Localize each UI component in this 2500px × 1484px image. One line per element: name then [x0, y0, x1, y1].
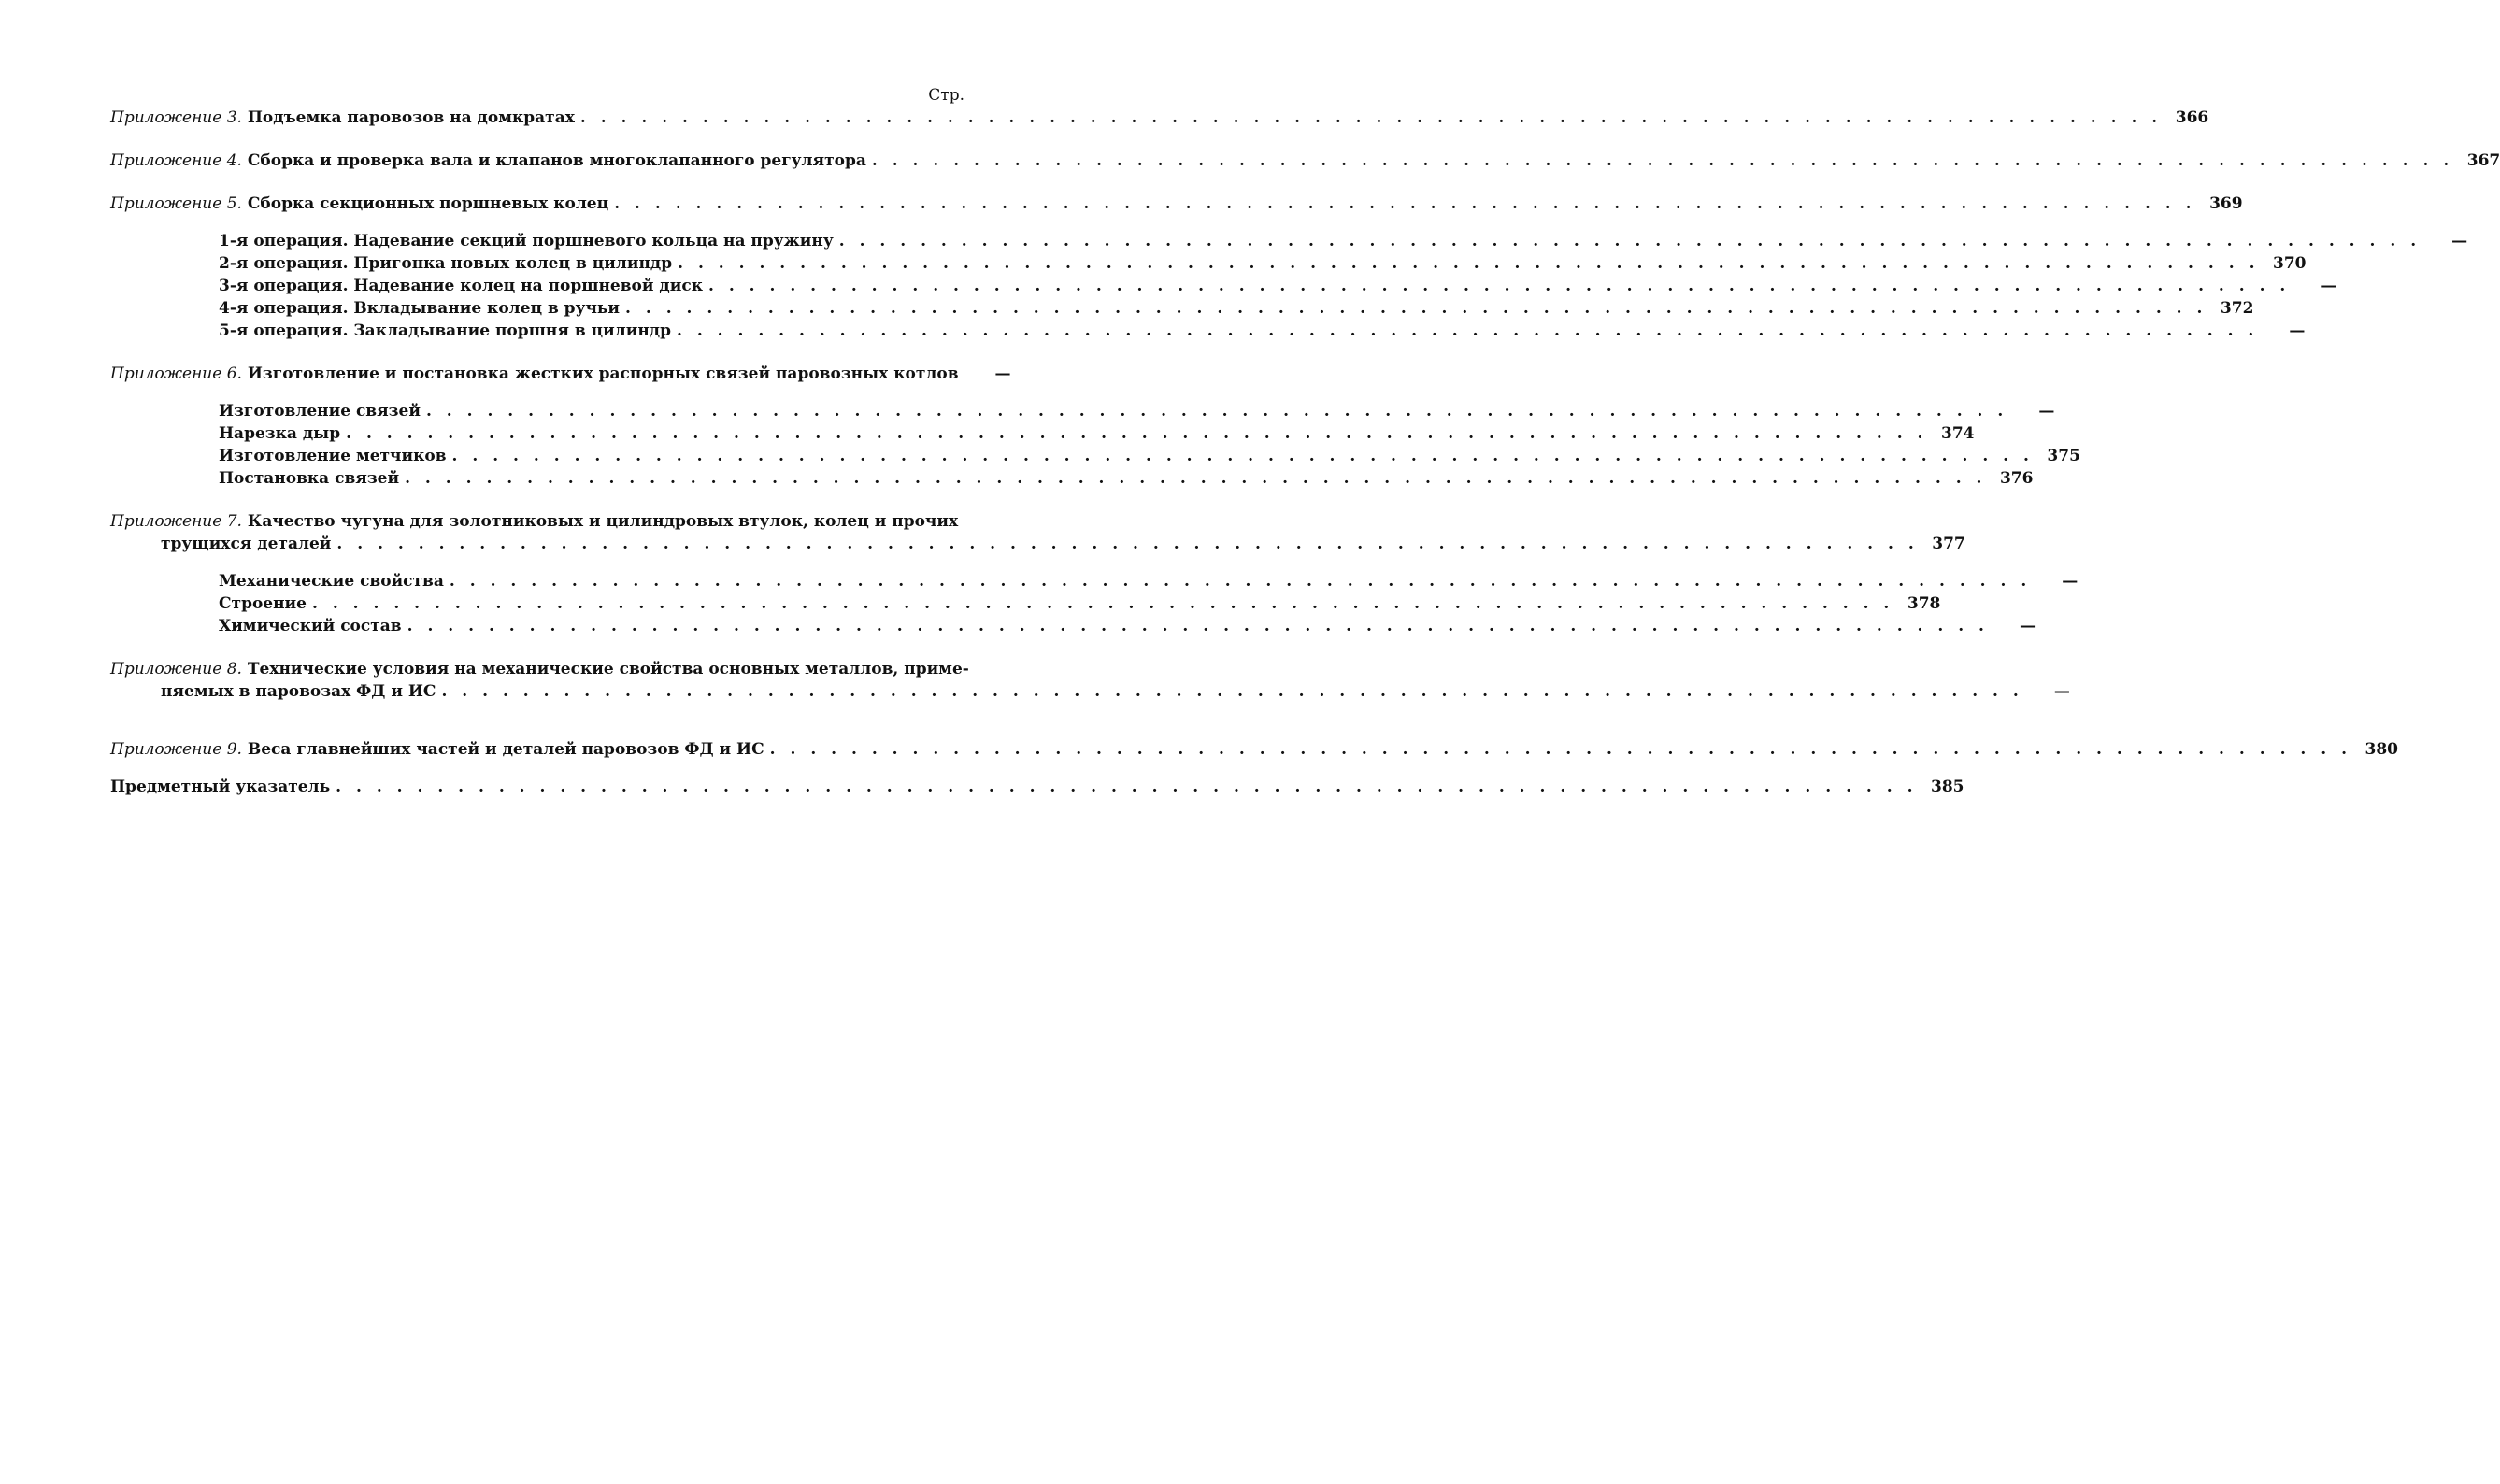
toc-entry-app4 — [110, 150, 2500, 172]
dot-leader: . . . . . . . . . . . . . . . . . . . . . . . . . . . . . . . . . . . . . . . . . . . . . . . . . . . . . . . . . . . . . . . . . . . . . . . . . . . . . . — [451, 447, 2034, 465]
page-number: — — [2451, 232, 2468, 250]
table-of-contents — [110, 86, 2500, 798]
entry-title: 5-я операция. Закладывание поршня в цилиндр — [219, 321, 671, 340]
page-number: — — [2062, 572, 2079, 591]
dot-leader: . . . . . . . . . . . . . . . . . . . . . . . . . . . . . . . . . . . . . . . . . . . . . . . . . . . . . . . . . . . . . . . . . . . . . . . . . . . . . . — [678, 254, 2260, 273]
page-number: 374 — [1940, 424, 1975, 443]
entry-title: Изготовление метчиков — [219, 447, 447, 465]
dot-leader: . . . . . . . . . . . . . . . . . . . . . . . . . . . . . . . . . . . . . . . . . . . . . . . . . . . . . . . . . . . . . . . . . . . . . . . . . . . . . . — [449, 572, 2032, 591]
dot-leader: . . . . . . . . . . . . . . . . . . . . . . . . . . . . . . . . . . . . . . . . . . . . . . . . . . . . . . . . . . . . . . . . . . . . . . . . . . . . . . — [336, 535, 1919, 553]
page-number: — — [2321, 277, 2337, 295]
appendix-label: Приложение 7. — [110, 512, 242, 531]
toc-entry-text — [110, 738, 764, 761]
toc-subentry — [110, 275, 2337, 297]
entry-title: Постановка связей — [219, 469, 400, 488]
dot-leader: . . . . . . . . . . . . . . . . . . . . . . . . . . . . . . . . . . . . . . . . . . . . . . . . . . . . . . . . . . . . . . . . . . . . . . . . . . . . . . — [707, 277, 2291, 295]
page-number: — — [2019, 617, 2036, 635]
dot-leader: . . . . . . . . . . . . . . . . . . . . . . . . . . . . . . . . . . . . . . . . . . . . . . . . . . . . . . . . . . . . . . . . . . . . . . . . . . . . . . — [441, 682, 2023, 701]
page-number: 377 — [1932, 535, 1965, 553]
dot-leader: . . . . . . . . . . . . . . . . . . . . . . . . . . . . . . . . . . . . . . . . . . . . . . . . . . . . . . . . . . . . . . . . . . . . . . . . . . . . . . — [838, 232, 2421, 250]
toc-entry-text — [110, 193, 608, 215]
page-number: 375 — [2047, 447, 2080, 465]
page-number: 380 — [2364, 740, 2399, 759]
dot-leader: . . . . . . . . . . . . . . . . . . . . . . . . . . . . . . . . . . . . . . . . . . . . . . . . . . . . . . . . . . . . . . . . . . . . . . . . . . . . . . — [614, 194, 2196, 213]
entry-title: 4-я операция. Вкладывание колец в ручьи — [219, 299, 621, 318]
entry-title: Изготовление и постановка жестких распорных связей паровозных котлов — [247, 364, 959, 383]
toc-entry-text — [110, 107, 575, 129]
entry-title: Веса главнейших частей и деталей паровозов ФД и ИС — [247, 740, 764, 759]
entry-title: Нарезка дыр — [219, 424, 341, 443]
toc-entry-app7-line2 — [110, 533, 1965, 555]
dot-leader: . . . . . . . . . . . . . . . . . . . . . . . . . . . . . . . . . . . . . . . . . . . . . . . . . . . . . . . . . . . . . . . . . . . . . . . . . . . . . . — [336, 778, 1918, 796]
page-column-label: Стр. — [928, 86, 964, 105]
entry-title: Подъемка паровозов на домкратах — [247, 108, 575, 127]
dot-leader: . . . . . . . . . . . . . . . . . . . . . . . . . . . . . . . . . . . . . . . . . . . . . . . . . . . . . . . . . . . . . . . . . . . . . . . . . . . . . . — [625, 299, 2207, 318]
page-number: — — [994, 364, 1011, 383]
toc-entry-app5 — [110, 193, 2243, 215]
toc-subentry — [110, 320, 2306, 342]
page-number: 367 — [2466, 151, 2500, 170]
dot-leader: . . . . . . . . . . . . . . . . . . . . . . . . . . . . . . . . . . . . . . . . . . . . . . . . . . . . . . . . . . . . . . . . . . . . . . . . . . . . . . — [676, 321, 2259, 340]
dot-leader: . . . . . . . . . . . . . . . . . . . . . . . . . . . . . . . . . . . . . . . . . . . . . . . . . . . . . . . . . . . . . . . . . . . . . . . . . . . . . . — [346, 424, 1928, 443]
toc-subentry — [110, 570, 2079, 592]
page-number: 370 — [2273, 254, 2307, 273]
entry-title: 2-я операция. Пригонка новых колец в цилиндр — [219, 254, 673, 273]
toc-subentry — [110, 400, 2055, 422]
toc-entry-index — [110, 776, 1964, 798]
page-number: 366 — [2175, 108, 2209, 127]
dot-leader: . . . . . . . . . . . . . . . . . . . . . . . . . . . . . . . . . . . . . . . . . . . . . . . . . . . . . . . . . . . . . . . . . . . . . . . . . . . . . . — [769, 740, 2352, 759]
appendix-label: Приложение 9. — [110, 740, 242, 759]
page-number: 378 — [1907, 594, 1941, 613]
toc-entry-app3 — [110, 107, 2209, 129]
dot-leader: . . . . . . . . . . . . . . . . . . . . . . . . . . . . . . . . . . . . . . . . . . . . . . . . . . . . . . . . . . . . . . . . . . . . . . . . . . . . . . — [405, 469, 1987, 488]
toc-entry-app8-line1 — [110, 658, 970, 680]
dot-leader: . . . . . . . . . . . . . . . . . . . . . . . . . . . . . . . . . . . . . . . . . . . . . . . . . . . . . . . . . . . . . . . . . . . . . . . . . . . . . . — [871, 151, 2454, 170]
appendix-label: Приложение 3. — [110, 108, 242, 127]
toc-subentry — [110, 615, 2036, 637]
appendix-label: Приложение 6. — [110, 364, 242, 383]
entry-title: Строение — [219, 594, 307, 613]
entry-title: Сборка и проверка вала и клапанов многоклапанного регулятора — [247, 151, 866, 170]
toc-entry-app6 — [110, 363, 1011, 385]
toc-entry-app9 — [110, 738, 2399, 761]
appendix-label: Приложение 8. — [110, 660, 242, 678]
page-number: — — [2053, 682, 2070, 701]
entry-title: Механические свойства — [219, 572, 444, 591]
toc-subentry — [110, 297, 2254, 320]
dot-leader: . . . . . . . . . . . . . . . . . . . . . . . . . . . . . . . . . . . . . . . . . . . . . . . . . . . . . . . . . . . . . . . . . . . . . . . . . . . . . . — [311, 594, 1894, 613]
appendix-label: Приложение 4. — [110, 151, 242, 170]
page-number: 385 — [1931, 778, 1964, 796]
entry-title: Сборка секционных поршневых колец — [247, 194, 609, 213]
appendix-label: Приложение 5. — [110, 194, 242, 213]
toc-subentry — [110, 252, 2307, 275]
dot-leader: . . . . . . . . . . . . . . . . . . . . . . . . . . . . . . . . . . . . . . . . . . . . . . . . . . . . . . . . . . . . . . . . . . . . . . . . . . . . . . — [579, 108, 2163, 127]
page-number: 372 — [2220, 299, 2254, 318]
toc-subentry — [110, 230, 2468, 252]
page-number: — — [2289, 321, 2306, 340]
page-number: 376 — [1999, 469, 2034, 488]
entry-title: Химический состав — [219, 617, 402, 635]
toc-subentry — [110, 467, 2034, 490]
toc-entry-text — [110, 150, 866, 172]
entry-title: трущихся деталей — [161, 535, 332, 553]
entry-title: Качество чугуна для золотниковых и цилиндровых втулок, колец и прочих — [247, 512, 959, 531]
toc-entry-app8-line2 — [110, 680, 2070, 703]
entry-title: няемых в паровозах ФД и ИС — [161, 682, 436, 701]
entry-title: 3-я операция. Надевание колец на поршневой диск — [219, 277, 703, 295]
entry-title: Предметный указатель — [110, 778, 331, 796]
entry-title: Технические условия на механические свойства основных металлов, приме- — [247, 660, 969, 678]
entry-title: 1-я операция. Надевание секций поршневого кольца на пружину — [219, 232, 834, 250]
page-number: — — [2038, 402, 2055, 421]
page-number: 369 — [2209, 194, 2243, 213]
toc-subentry — [110, 592, 1941, 615]
dot-leader: . . . . . . . . . . . . . . . . . . . . . . . . . . . . . . . . . . . . . . . . . . . . . . . . . . . . . . . . . . . . . . . . . . . . . . . . . . . . . . — [425, 402, 2008, 421]
toc-entry-text — [110, 363, 959, 385]
toc-entry-app7-line1 — [110, 510, 970, 533]
toc-subentry — [110, 422, 1975, 445]
dot-leader: . . . . . . . . . . . . . . . . . . . . . . . . . . . . . . . . . . . . . . . . . . . . . . . . . . . . . . . . . . . . . . . . . . . . . . . . . . . . . . — [407, 617, 1989, 635]
toc-subentry — [110, 445, 2080, 467]
entry-title: Изготовление связей — [219, 402, 421, 421]
